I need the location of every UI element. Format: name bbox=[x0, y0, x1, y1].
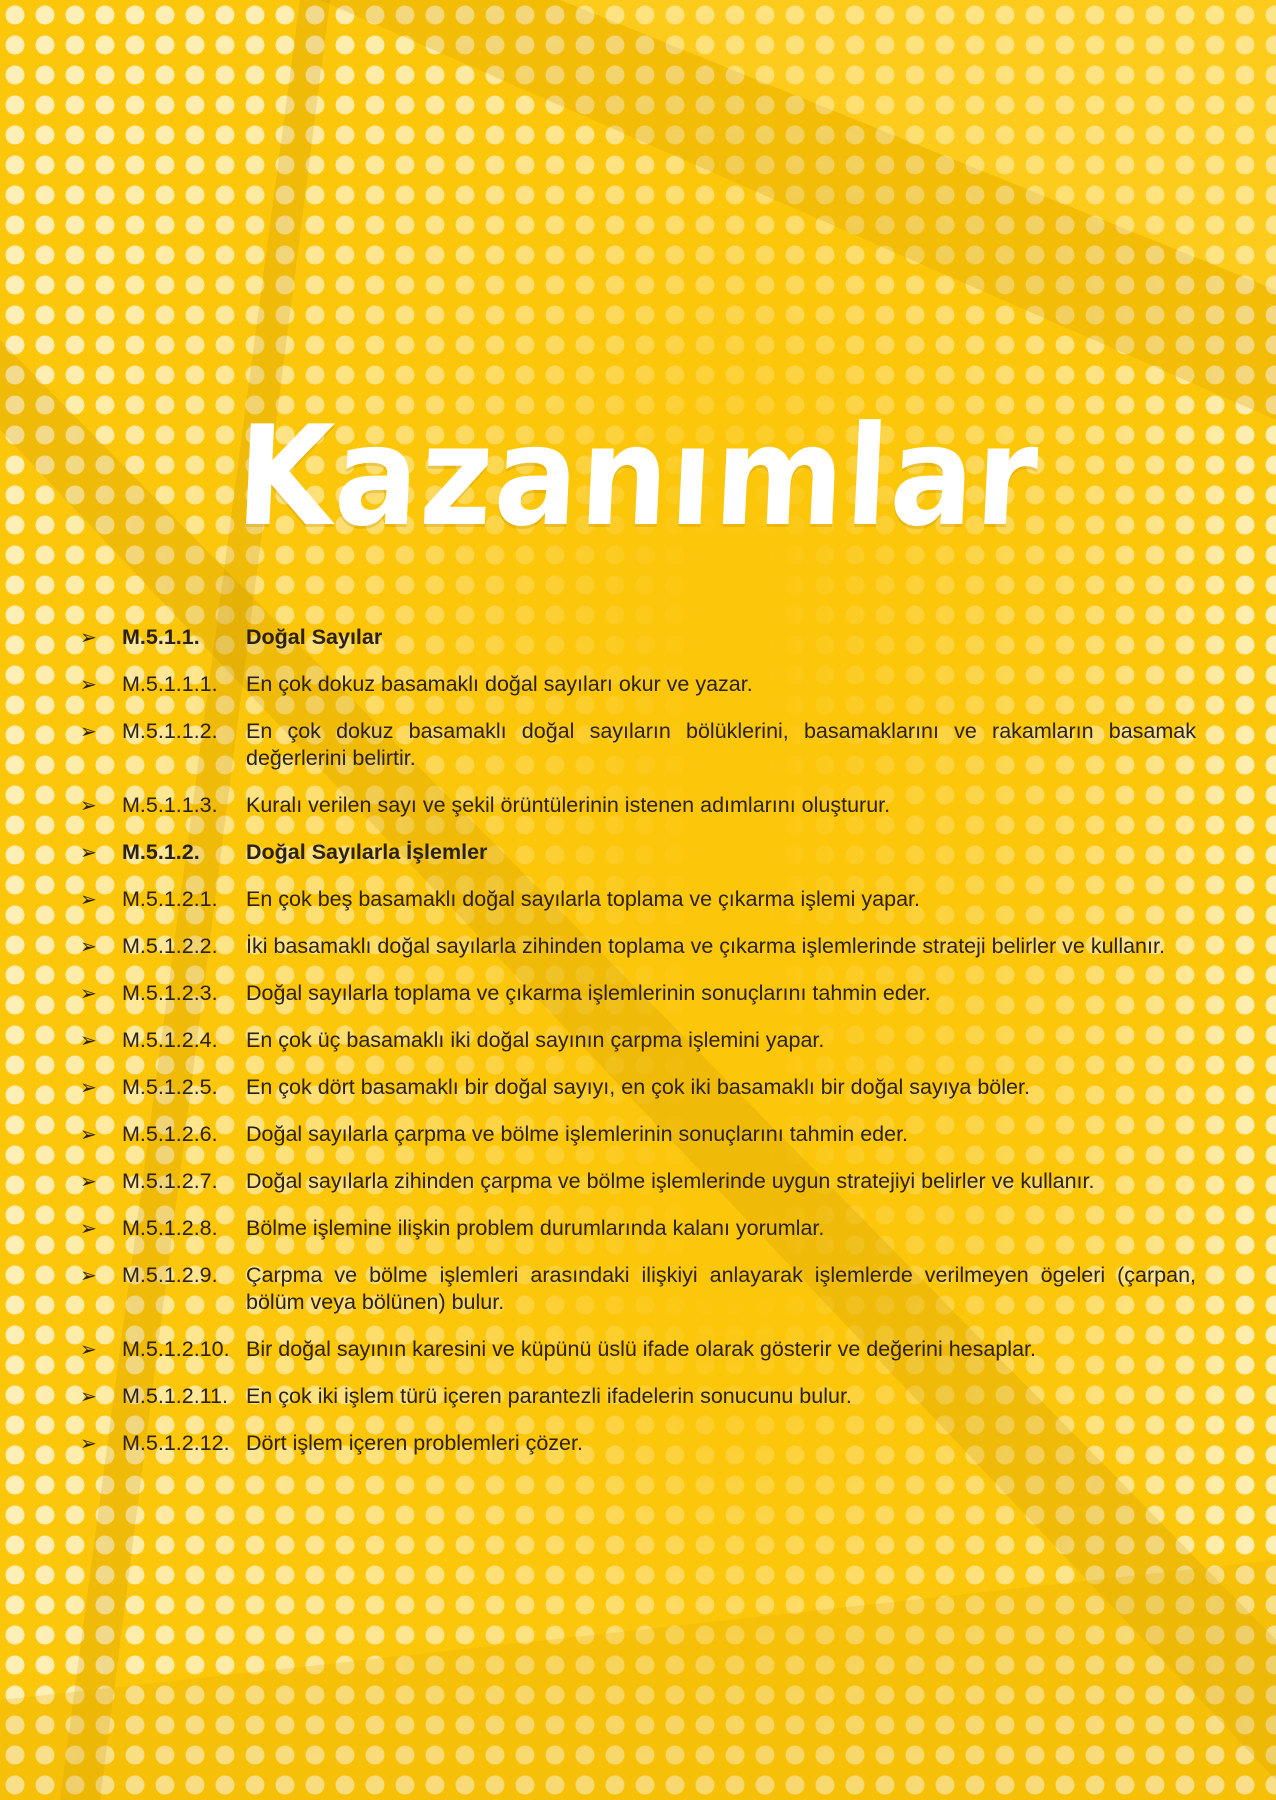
outcome-item bbox=[80, 1027, 1196, 1054]
outcome-code: M.5.1.2. bbox=[122, 840, 200, 864]
outcome-item bbox=[80, 1336, 1196, 1363]
outcome-item bbox=[80, 1430, 1196, 1457]
arrow-bullet-icon: ➢ bbox=[80, 981, 97, 1005]
outcome-text: Kuralı verilen sayı ve şekil örüntülerinin istenen adımlarını oluşturur. bbox=[246, 793, 891, 817]
arrow-bullet-icon: ➢ bbox=[80, 934, 97, 958]
outcome-text: Bölme işlemine ilişkin problem durumlarında kalanı yorumlar. bbox=[246, 1216, 825, 1240]
arrow-bullet-icon: ➢ bbox=[80, 840, 97, 864]
outcome-code: M.5.1.2.11. bbox=[122, 1384, 228, 1408]
arrow-bullet-icon: ➢ bbox=[80, 1169, 97, 1193]
outcome-item bbox=[80, 1074, 1196, 1101]
outcome-text: Doğal Sayılar bbox=[246, 625, 383, 649]
outcome-text: İki basamaklı doğal sayılarla zihinden toplama ve çıkarma işlemlerinde strateji belirler ve kullanır. bbox=[246, 934, 1165, 958]
outcome-item bbox=[80, 980, 1196, 1007]
outcome-item bbox=[80, 718, 1196, 772]
outcome-text: Doğal sayılarla toplama ve çıkarma işlemlerinin sonuçlarını tahmin eder. bbox=[246, 981, 931, 1005]
outcome-code: M.5.1.2.8. bbox=[122, 1216, 218, 1240]
arrow-bullet-icon: ➢ bbox=[80, 1384, 97, 1408]
outcome-text: En çok dokuz basamaklı doğal sayıları okur ve yazar. bbox=[246, 672, 753, 696]
arrow-bullet-icon: ➢ bbox=[80, 1075, 97, 1099]
outcome-code: M.5.1.2.1. bbox=[122, 887, 218, 911]
outcome-item bbox=[80, 671, 1196, 698]
outcome-text: Doğal sayılarla zihinden çarpma ve bölme işlemlerinde uygun stratejiyi belirler ve kullanır. bbox=[246, 1169, 1095, 1193]
outcome-item bbox=[80, 1121, 1196, 1148]
outcome-text: En çok dört basamaklı bir doğal sayıyı, en çok iki basamaklı bir doğal sayıya böler. bbox=[246, 1075, 1030, 1099]
outcome-text: Doğal Sayılarla İşlemler bbox=[246, 840, 488, 864]
arrow-bullet-icon: ➢ bbox=[80, 1122, 97, 1146]
outcome-code: M.5.1.1.1. bbox=[122, 672, 218, 696]
outcome-code: M.5.1.2.2. bbox=[122, 934, 218, 958]
arrow-bullet-icon: ➢ bbox=[80, 1337, 97, 1361]
arrow-bullet-icon: ➢ bbox=[80, 625, 97, 649]
outcome-item bbox=[80, 792, 1196, 819]
outcome-text: En çok iki işlem türü içeren parantezli ifadelerin sonucunu bulur. bbox=[246, 1384, 852, 1408]
outcome-item bbox=[80, 839, 1196, 866]
arrow-bullet-icon: ➢ bbox=[80, 1263, 97, 1287]
outcome-code: M.5.1.2.5. bbox=[122, 1075, 218, 1099]
outcome-code: M.5.1.2.6. bbox=[122, 1122, 218, 1146]
outcome-item bbox=[80, 886, 1196, 913]
outcome-text: Çarpma ve bölme işlemleri arasındaki ilişkiyi anlayarak işlemlerde verilmeyen ögeleri (çarpan, bölüm veya bölünen) bulur. bbox=[246, 1263, 1196, 1314]
outcome-text: Dört işlem içeren problemleri çözer. bbox=[246, 1431, 583, 1455]
arrow-bullet-icon: ➢ bbox=[80, 1028, 97, 1052]
outcome-code: M.5.1.2.7. bbox=[122, 1169, 218, 1193]
arrow-bullet-icon: ➢ bbox=[80, 672, 97, 696]
outcome-code: M.5.1.1.3. bbox=[122, 793, 218, 817]
outcome-code: M.5.1.2.10. bbox=[122, 1337, 230, 1361]
arrow-bullet-icon: ➢ bbox=[80, 793, 97, 817]
outcome-item bbox=[80, 1168, 1196, 1195]
learning-outcomes-list bbox=[80, 624, 1196, 1477]
outcome-text: Bir doğal sayının karesini ve küpünü üslü ifade olarak gösterir ve değerini hesaplar. bbox=[246, 1337, 1036, 1361]
outcome-code: M.5.1.1.2. bbox=[122, 719, 218, 743]
outcome-code: M.5.1.2.4. bbox=[122, 1028, 218, 1052]
outcome-text: En çok üç basamaklı iki doğal sayının çarpma işlemini yapar. bbox=[246, 1028, 825, 1052]
outcome-code: M.5.1.2.12. bbox=[122, 1431, 230, 1455]
outcome-item bbox=[80, 1262, 1196, 1316]
outcome-code: M.5.1.1. bbox=[122, 625, 200, 649]
outcome-code: M.5.1.2.9. bbox=[122, 1263, 218, 1287]
outcome-item bbox=[80, 624, 1196, 651]
outcome-item bbox=[80, 933, 1196, 960]
arrow-bullet-icon: ➢ bbox=[80, 719, 97, 743]
outcome-code: M.5.1.2.3. bbox=[122, 981, 218, 1005]
arrow-bullet-icon: ➢ bbox=[80, 1431, 97, 1455]
outcome-text: En çok beş basamaklı doğal sayılarla toplama ve çıkarma işlemi yapar. bbox=[246, 887, 920, 911]
arrow-bullet-icon: ➢ bbox=[80, 887, 97, 911]
outcome-item bbox=[80, 1383, 1196, 1410]
outcome-item bbox=[80, 1215, 1196, 1242]
outcome-text: En çok dokuz basamaklı doğal sayıların bölüklerini, basamaklarını ve rakamların basamak değerlerini belirtir. bbox=[246, 719, 1196, 770]
arrow-bullet-icon: ➢ bbox=[80, 1216, 97, 1240]
outcome-text: Doğal sayılarla çarpma ve bölme işlemlerinin sonuçlarını tahmin eder. bbox=[246, 1122, 909, 1146]
page-title: Kazanımlar bbox=[233, 396, 1043, 557]
